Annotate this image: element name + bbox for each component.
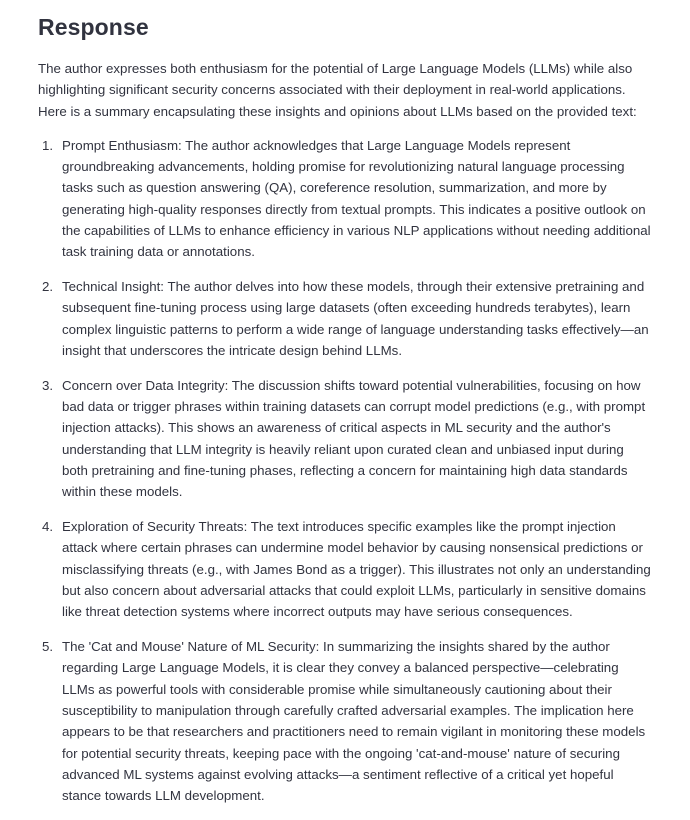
list-item-number: 3. <box>42 377 54 393</box>
list-item-text: Concern over Data Integrity: The discussion shifts toward potential vulnerabilities, focusing on how bad data or trigger phrases within training datasets can corrupt model predictions (e.g., with prompt injection attacks). This shows an awareness of critical aspects in ML security and the author's understanding that LLM integrity is heavily reliant upon curated clean and unbiased input during both pretraining and fine-tuning phases, reflecting a concern for maintaining high data standards within these models. <box>62 377 646 500</box>
summary-list <box>38 135 652 807</box>
page-title: Response <box>38 14 149 40</box>
list-item <box>42 135 652 263</box>
list-item-text: Exploration of Security Threats: The text introduces specific examples like the prompt injection attack where certain phrases can undermine model behavior by causing nonsensical predictions or misclassifying threats (e.g., with James Bond as a trigger). This illustrates not only an understanding but also concern about adversarial attacks that could exploit LLMs, particularly in sensitive domains like threat detection systems where incorrect outputs may have serious consequences. <box>62 519 651 620</box>
list-item <box>42 276 652 361</box>
list-item-number: 2. <box>42 279 54 295</box>
list-item-number: 1. <box>42 137 54 153</box>
list-item-text: Prompt Enthusiasm: The author acknowledges that Large Language Models represent groundbreaking advancements, holding promise for revolutionizing natural language processing tasks such as question answering (QA), coreference resolution, summarization, and more by generating high-quality responses directly from textual prompts. This indicates a positive outlook on the capabilities of LLMs to enhance efficiency in various NLP applications without needing additional task training data or annotations. <box>62 137 651 260</box>
intro-paragraph: The author expresses both enthusiasm for the potential of Large Language Models (LLMs) while also highlighting significant security concerns associated with their deployment in real-world applications. Here is a summary encapsulating these insights and opinions about LLMs based on the provided text: <box>38 61 637 119</box>
list-item <box>42 636 652 806</box>
list-item <box>42 375 652 503</box>
list-item-number: 5. <box>42 639 54 655</box>
list-item-number: 4. <box>42 519 54 535</box>
list-item <box>42 516 652 622</box>
list-item-text: The 'Cat and Mouse' Nature of ML Security: In summarizing the insights shared by the author regarding Large Language Models, it is clear they convey a balanced perspective—celebrating LLMs as powerful tools with considerable promise while simultaneously cautioning about their susceptibility to manipulation through carefully crafted adversarial examples. The implication here appears to be that researchers and practitioners need to remain vigilant in monitoring these models for potential security threats, keeping pace with the ongoing 'cat-and-mouse' nature of securing advanced ML systems against evolving attacks—a sentiment reflective of a critical yet hopeful stance towards LLM development. <box>62 639 646 804</box>
list-item-text: Technical Insight: The author delves into how these models, through their extensive pretraining and subsequent fine-tuning process using large datasets (often exceeding hundreds terabytes), learn complex linguistic patterns to perform a wide range of language understanding tasks effectively—an insight that underscores the intricate design behind LLMs. <box>62 279 649 359</box>
